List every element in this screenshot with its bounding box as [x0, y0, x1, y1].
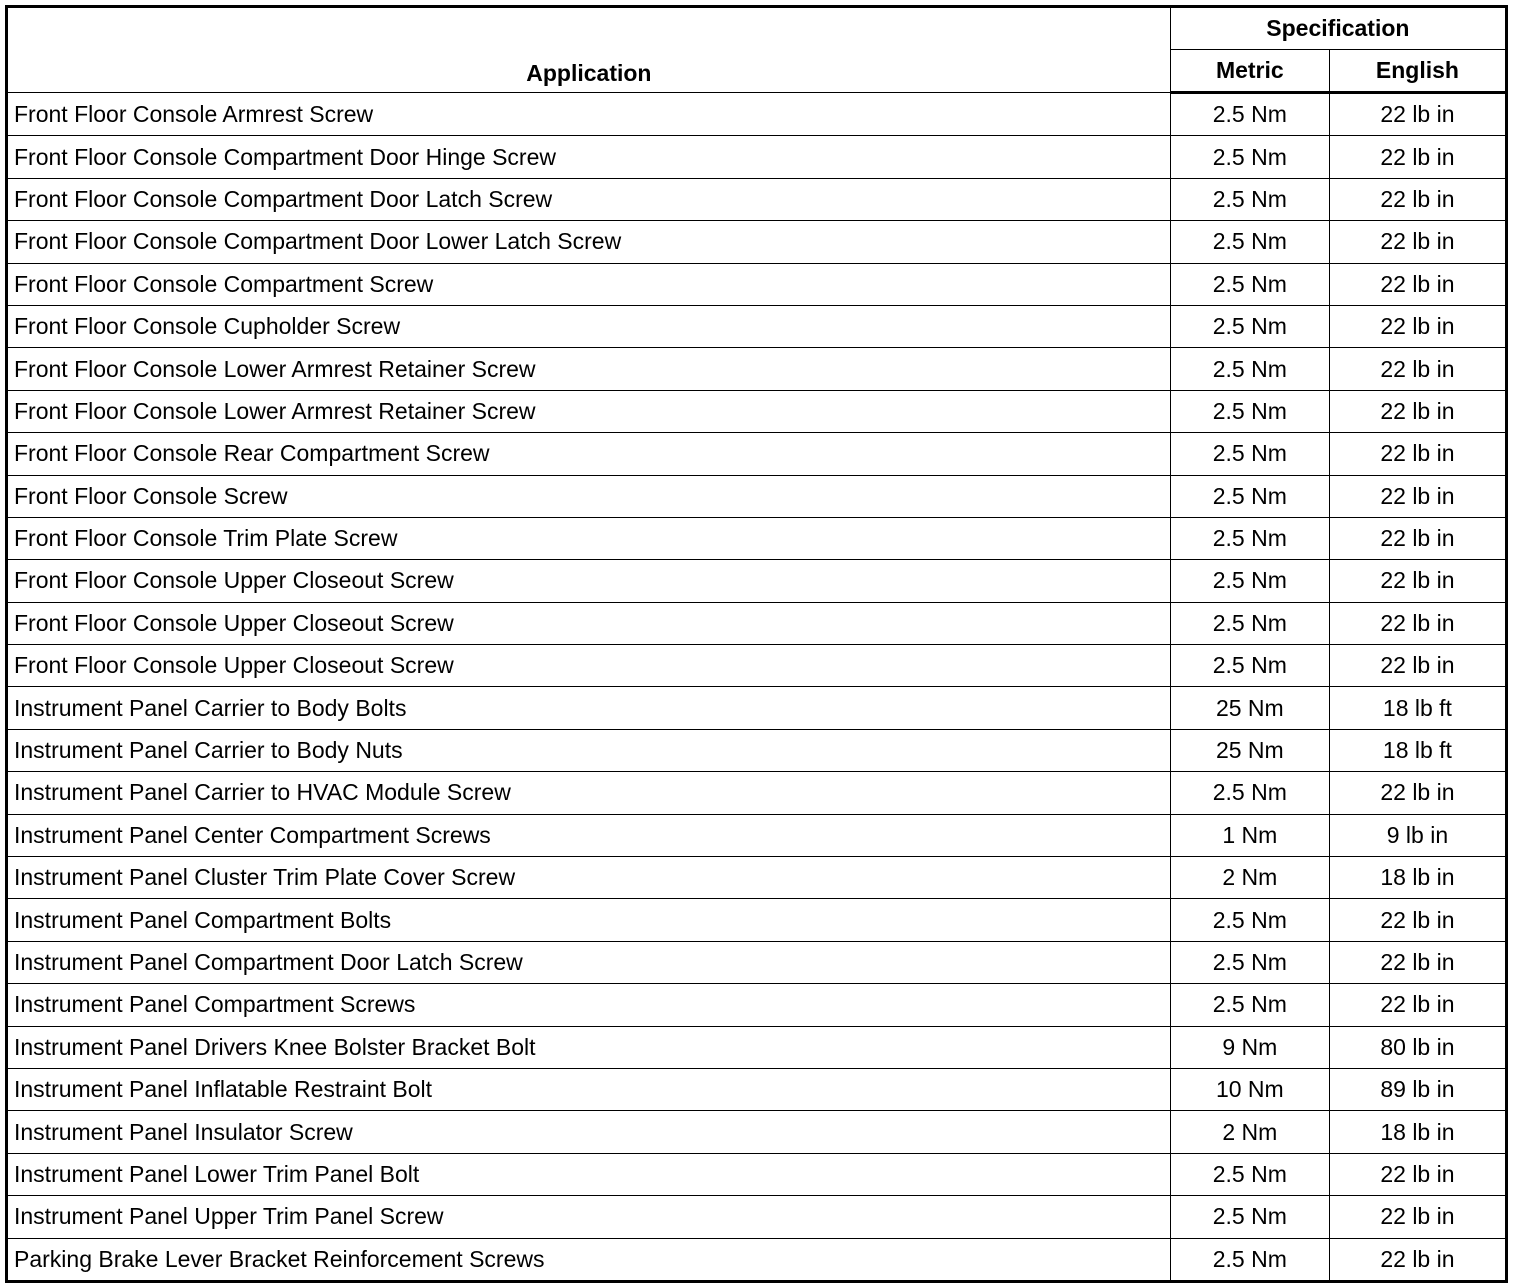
application-cell: Instrument Panel Center Compartment Screws: [7, 814, 1171, 856]
english-cell: 18 lb ft: [1329, 687, 1506, 729]
english-cell: 9 lb in: [1329, 814, 1506, 856]
application-cell: Instrument Panel Cluster Trim Plate Cover Screw: [7, 857, 1171, 899]
english-cell: 22 lb in: [1329, 136, 1506, 178]
english-cell: 22 lb in: [1329, 941, 1506, 983]
metric-cell: 2.5 Nm: [1170, 941, 1329, 983]
torque-spec-table: [5, 5, 1508, 1283]
table-row: [7, 687, 1507, 729]
table-row: [7, 1196, 1507, 1238]
application-cell: Front Floor Console Lower Armrest Retainer Screw: [7, 348, 1171, 390]
metric-cell: 2.5 Nm: [1170, 221, 1329, 263]
application-cell: Instrument Panel Carrier to Body Bolts: [7, 687, 1171, 729]
english-cell: 18 lb in: [1329, 857, 1506, 899]
english-cell: 22 lb in: [1329, 93, 1506, 136]
english-column-header: English: [1329, 50, 1506, 93]
table-body: [7, 93, 1507, 1282]
metric-cell: 2.5 Nm: [1170, 475, 1329, 517]
application-cell: Front Floor Console Upper Closeout Screw: [7, 560, 1171, 602]
application-cell: Instrument Panel Compartment Screws: [7, 984, 1171, 1026]
metric-cell: 2.5 Nm: [1170, 390, 1329, 432]
application-cell: Front Floor Console Upper Closeout Screw: [7, 645, 1171, 687]
table-row: [7, 178, 1507, 220]
english-cell: 22 lb in: [1329, 560, 1506, 602]
english-cell: 22 lb in: [1329, 390, 1506, 432]
application-cell: Front Floor Console Cupholder Screw: [7, 305, 1171, 347]
table-row: [7, 560, 1507, 602]
metric-cell: 2.5 Nm: [1170, 1153, 1329, 1195]
metric-cell: 2.5 Nm: [1170, 263, 1329, 305]
table-row: [7, 645, 1507, 687]
application-cell: Front Floor Console Compartment Door Latch Screw: [7, 178, 1171, 220]
table-row: [7, 475, 1507, 517]
metric-cell: 2.5 Nm: [1170, 772, 1329, 814]
metric-cell: 2.5 Nm: [1170, 433, 1329, 475]
english-cell: 22 lb in: [1329, 602, 1506, 644]
specification-group-header: Specification: [1170, 7, 1506, 50]
metric-cell: 2.5 Nm: [1170, 348, 1329, 390]
english-cell: 22 lb in: [1329, 475, 1506, 517]
application-cell: Front Floor Console Compartment Screw: [7, 263, 1171, 305]
english-cell: 22 lb in: [1329, 517, 1506, 559]
metric-cell: 25 Nm: [1170, 729, 1329, 771]
application-cell: Instrument Panel Inflatable Restraint Bolt: [7, 1068, 1171, 1110]
english-cell: 22 lb in: [1329, 305, 1506, 347]
metric-cell: 2 Nm: [1170, 857, 1329, 899]
english-cell: 22 lb in: [1329, 1238, 1506, 1281]
metric-cell: 1 Nm: [1170, 814, 1329, 856]
table-row: [7, 941, 1507, 983]
table-row: [7, 305, 1507, 347]
english-cell: 22 lb in: [1329, 221, 1506, 263]
table-row: [7, 814, 1507, 856]
table-row: [7, 729, 1507, 771]
application-cell: Instrument Panel Compartment Door Latch Screw: [7, 941, 1171, 983]
table-row: [7, 602, 1507, 644]
table-row: [7, 136, 1507, 178]
table-row: [7, 221, 1507, 263]
table-row: [7, 984, 1507, 1026]
metric-cell: 2.5 Nm: [1170, 136, 1329, 178]
table-row: [7, 1068, 1507, 1110]
application-cell: Instrument Panel Compartment Bolts: [7, 899, 1171, 941]
table-row: [7, 1026, 1507, 1068]
table-row: [7, 390, 1507, 432]
metric-cell: 2.5 Nm: [1170, 560, 1329, 602]
application-cell: Parking Brake Lever Bracket Reinforcement Screws: [7, 1238, 1171, 1281]
application-cell: Front Floor Console Upper Closeout Screw: [7, 602, 1171, 644]
table-row: [7, 263, 1507, 305]
table-row: [7, 1153, 1507, 1195]
table-row: [7, 1238, 1507, 1281]
english-cell: 22 lb in: [1329, 772, 1506, 814]
english-cell: 22 lb in: [1329, 645, 1506, 687]
table-row: [7, 93, 1507, 136]
application-cell: Front Floor Console Armrest Screw: [7, 93, 1171, 136]
english-cell: 22 lb in: [1329, 348, 1506, 390]
metric-cell: 2.5 Nm: [1170, 93, 1329, 136]
table-row: [7, 1111, 1507, 1153]
table-row: [7, 772, 1507, 814]
application-cell: Instrument Panel Insulator Screw: [7, 1111, 1171, 1153]
table-row: [7, 857, 1507, 899]
english-cell: 22 lb in: [1329, 433, 1506, 475]
metric-cell: 2.5 Nm: [1170, 645, 1329, 687]
application-cell: Front Floor Console Rear Compartment Screw: [7, 433, 1171, 475]
application-cell: Instrument Panel Lower Trim Panel Bolt: [7, 1153, 1171, 1195]
english-cell: 22 lb in: [1329, 899, 1506, 941]
metric-cell: 2 Nm: [1170, 1111, 1329, 1153]
metric-cell: 25 Nm: [1170, 687, 1329, 729]
metric-cell: 2.5 Nm: [1170, 1196, 1329, 1238]
metric-cell: 2.5 Nm: [1170, 899, 1329, 941]
table-row: [7, 348, 1507, 390]
application-cell: Front Floor Console Compartment Door Lower Latch Screw: [7, 221, 1171, 263]
table-row: [7, 517, 1507, 559]
metric-cell: 9 Nm: [1170, 1026, 1329, 1068]
english-cell: 22 lb in: [1329, 1153, 1506, 1195]
application-column-header: Application: [7, 7, 1171, 93]
table-header: [7, 7, 1507, 93]
header-row-top: [7, 7, 1507, 50]
english-cell: 18 lb in: [1329, 1111, 1506, 1153]
application-cell: Instrument Panel Carrier to Body Nuts: [7, 729, 1171, 771]
metric-cell: 10 Nm: [1170, 1068, 1329, 1110]
english-cell: 22 lb in: [1329, 984, 1506, 1026]
english-cell: 22 lb in: [1329, 178, 1506, 220]
english-cell: 80 lb in: [1329, 1026, 1506, 1068]
english-cell: 18 lb ft: [1329, 729, 1506, 771]
metric-cell: 2.5 Nm: [1170, 178, 1329, 220]
application-cell: Instrument Panel Carrier to HVAC Module Screw: [7, 772, 1171, 814]
english-cell: 89 lb in: [1329, 1068, 1506, 1110]
metric-cell: 2.5 Nm: [1170, 602, 1329, 644]
application-cell: Front Floor Console Trim Plate Screw: [7, 517, 1171, 559]
metric-cell: 2.5 Nm: [1170, 305, 1329, 347]
table-row: [7, 433, 1507, 475]
application-cell: Instrument Panel Upper Trim Panel Screw: [7, 1196, 1171, 1238]
application-cell: Instrument Panel Drivers Knee Bolster Bracket Bolt: [7, 1026, 1171, 1068]
metric-cell: 2.5 Nm: [1170, 984, 1329, 1026]
table-row: [7, 899, 1507, 941]
english-cell: 22 lb in: [1329, 1196, 1506, 1238]
english-cell: 22 lb in: [1329, 263, 1506, 305]
application-cell: Front Floor Console Screw: [7, 475, 1171, 517]
metric-cell: 2.5 Nm: [1170, 1238, 1329, 1281]
metric-column-header: Metric: [1170, 50, 1329, 93]
application-cell: Front Floor Console Lower Armrest Retainer Screw: [7, 390, 1171, 432]
application-cell: Front Floor Console Compartment Door Hinge Screw: [7, 136, 1171, 178]
metric-cell: 2.5 Nm: [1170, 517, 1329, 559]
